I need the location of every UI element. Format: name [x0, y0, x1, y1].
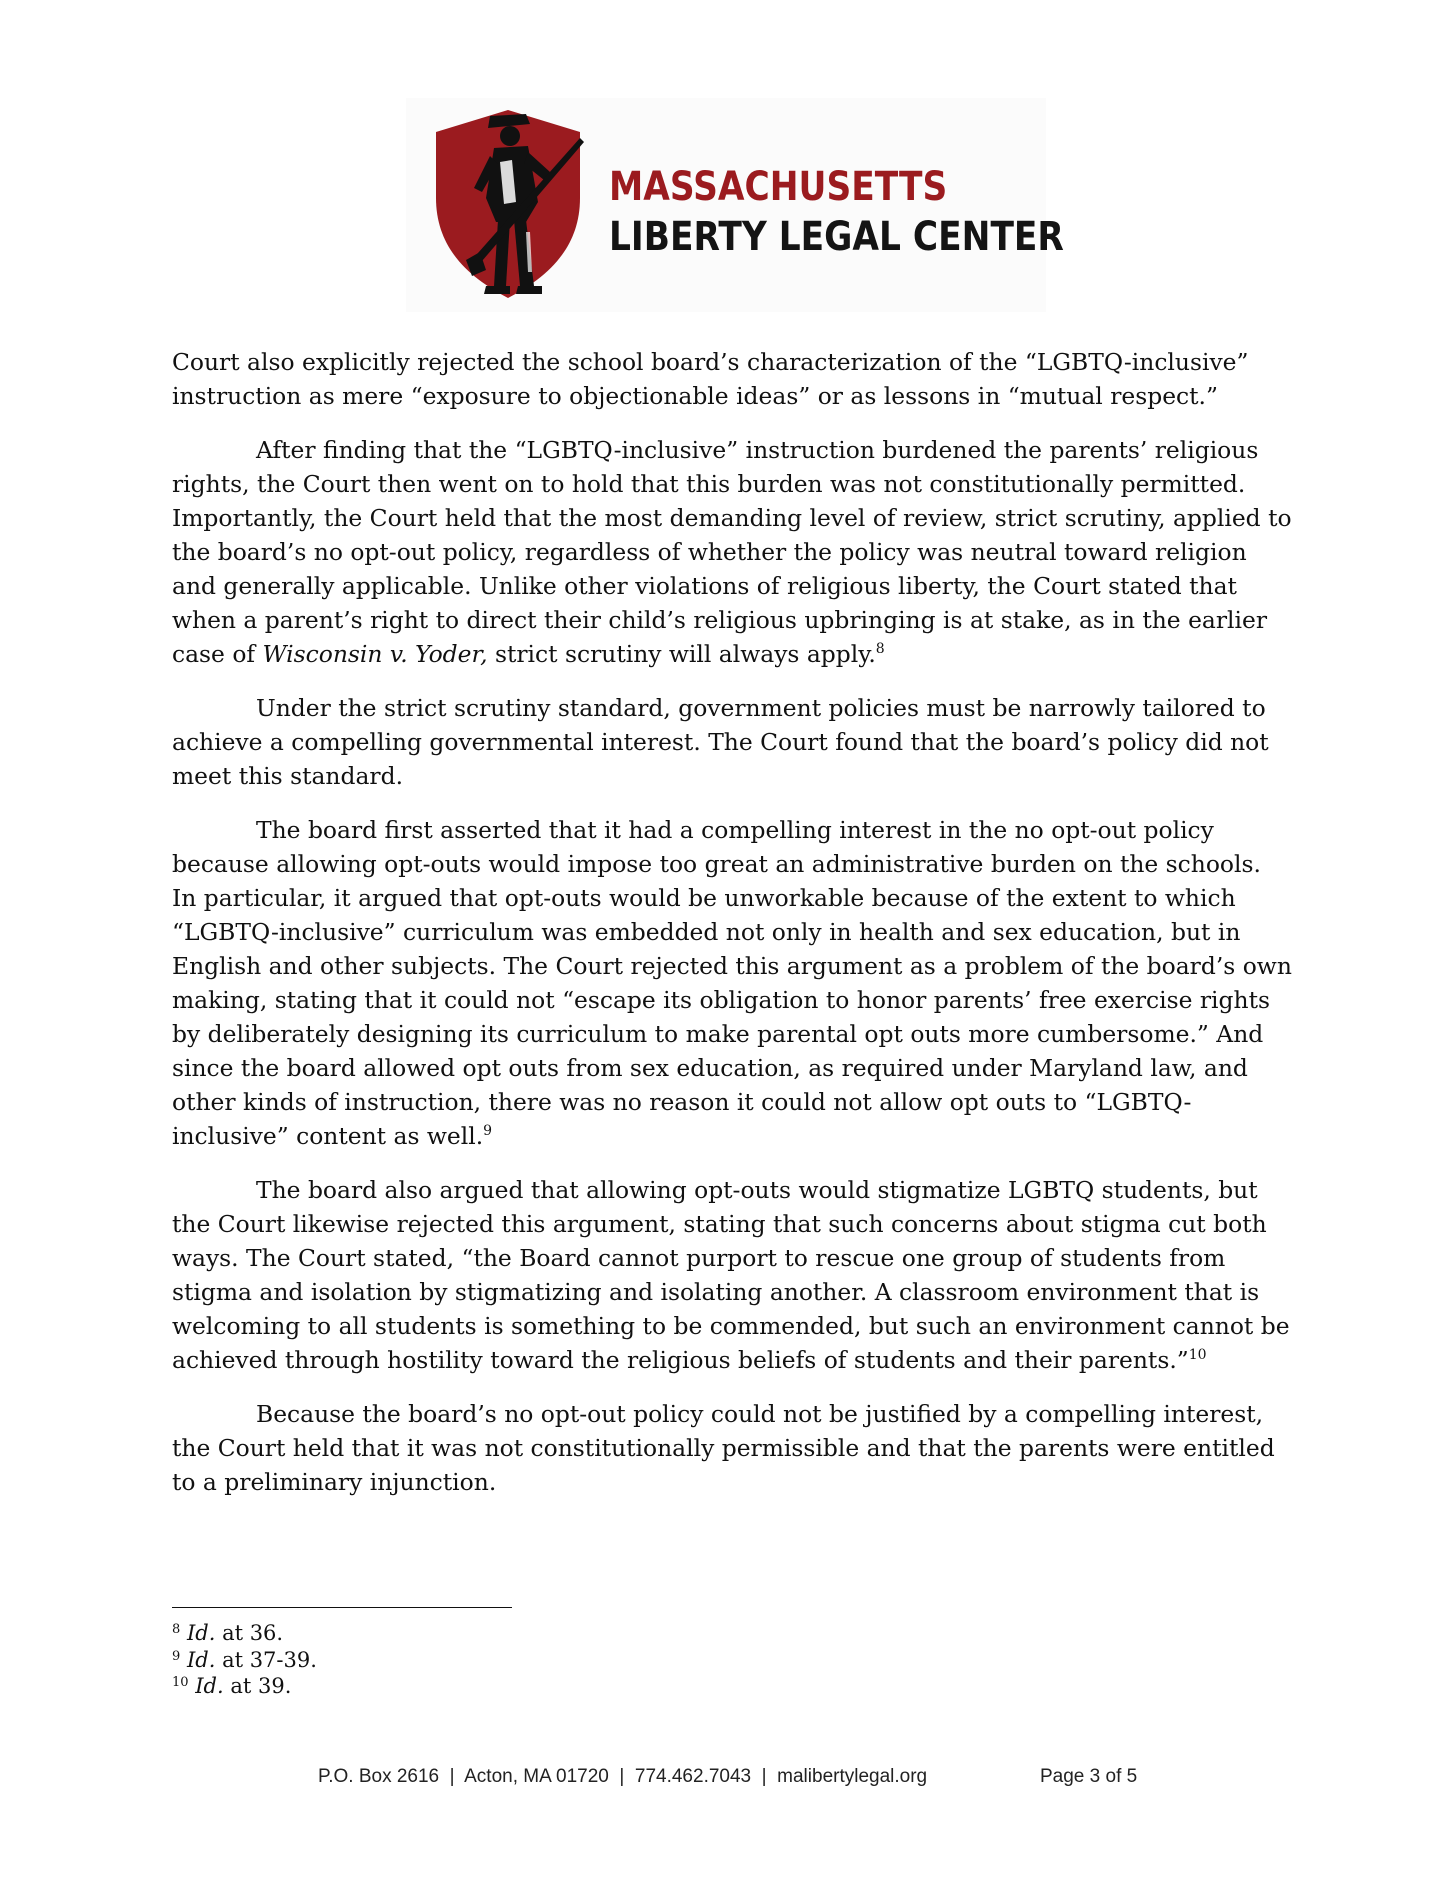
paragraph: The board first asserted that it had a compelling interest in the no opt-out policy because allowing opt-outs would impose too great an administrative burden on the schools. In particular, it argued that opt-outs would be unworkable because of the extent to which “LGBTQ-inclusive” curriculum was embedded not only in health and sex education, but in English and other subjects. The Court rejected this argument as a problem of the board’s own making, stating that it could not “escape its obligation to honor parents’ free exercise rights by deliberately designing its curriculum to make parental opt outs more cumbersome.” And since the board allowed opt outs from sex education, as required under Maryland law, and other kinds of instruction, there was no reason it could not allow opt outs to “LGBTQ-inclusive” content as well.$^9$ — [172, 816, 1292, 1150]
footnote-ref: 10 — [1188, 1347, 1207, 1363]
footnote: $^{10}$ Id. at 39. — [172, 1674, 292, 1698]
organization-logo — [406, 98, 1064, 312]
footnote: $^9$ Id. at 37-39. — [172, 1647, 317, 1672]
document-body — [172, 345, 1292, 1519]
footnote-divider — [172, 1607, 512, 1608]
paragraph: The board also argued that allowing opt-outs would stigmatize LGBTQ students, but the Court likewise rejected this argument, stating that such concerns about stigma cut both ways. The Court stated, “the Board cannot purport to rescue one group of students from stigma and isolation by stigmatizing and isolating another. A classroom environment that is welcoming to all students is something to be commended, but such an environment cannot be achieved through hostility toward the religious beliefs of students and their parents.”$^{10}$ — [172, 1176, 1290, 1374]
paragraph: After finding that the “LGBTQ-inclusive” instruction burdened the parents’ religious rights, the Court then went on to hold that this burden was not constitutionally permitted. Importantly, the Court held that the most demanding level of review, strict scrutiny, applied to the board’s no opt-out policy, regardless of whether the policy was neutral toward religion and generally applicable. Unlike other violations of religious liberty, the Court stated that when a parent’s right to direct their child’s religious upbringing is at stake, as in the earlier case of Wisconsin v. Yoder, strict scrutiny will always apply.$^8$ — [172, 436, 1292, 668]
footnote: $^8$ Id. at 36. — [172, 1621, 284, 1645]
paragraph: Under the strict scrutiny standard, government policies must be narrowly tailored to achieve a compelling governmental interest. The Court found that the board’s policy did not meet this standard. — [172, 694, 1269, 790]
org-name-line2: LIBERTY LEGAL CENTER — [609, 214, 1064, 260]
case-name: Wisconsin v. Yoder, — [262, 640, 488, 668]
minuteman-shield-icon — [430, 102, 586, 306]
footnotes — [172, 1620, 317, 1700]
org-name-line1: MASSACHUSETTS — [609, 164, 948, 210]
paragraph: Court also explicitly rejected the school board’s characterization of the “LGBTQ-inclusive” instruction as mere “exposure to objectionable ideas” or as lessons in “mutual respect.” — [172, 348, 1249, 410]
page-number: Page 3 of 5 — [1040, 1766, 1138, 1787]
footer-contact-info: P.O. Box 2616 | Acton, MA 01720 | 774.462.7043 | malibertylegal.org — [318, 1766, 928, 1787]
footnote-ref: 8 — [875, 641, 885, 657]
footnote-ref: 9 — [483, 1123, 493, 1139]
paragraph: Because the board’s no opt-out policy could not be justified by a compelling interest, the Court held that it was not constitutionally permissible and that the parents were entitled to a preliminary injunction. — [172, 1400, 1275, 1496]
